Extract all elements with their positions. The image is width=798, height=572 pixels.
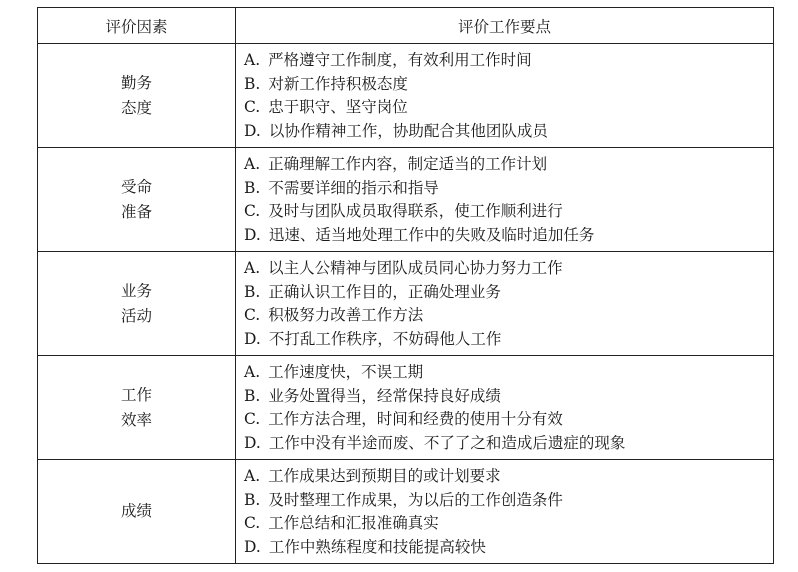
factor-label: 成绩 bbox=[120, 502, 152, 520]
factor-cell bbox=[38, 252, 236, 356]
factor-label: 准备 bbox=[120, 202, 152, 221]
point-text: 以协作精神工作，协助配合其他团队成员 bbox=[268, 121, 548, 140]
point-text: 不打乱工作秩序，不妨碍他人工作 bbox=[268, 329, 502, 348]
point-item bbox=[244, 120, 773, 144]
point-text: 工作中熟练程度和技能提高较快 bbox=[268, 537, 486, 556]
point-letter: C. bbox=[244, 202, 261, 220]
point-letter: A. bbox=[244, 259, 261, 277]
point-text: 工作中没有半途而废、不了了之和造成后遗症的现象 bbox=[268, 433, 626, 452]
point-item bbox=[244, 408, 773, 432]
point-item bbox=[244, 49, 773, 73]
factor-cell bbox=[38, 44, 236, 148]
point-letter: D. bbox=[244, 121, 261, 140]
factor-label: 态度 bbox=[120, 98, 152, 117]
table-row bbox=[38, 356, 774, 460]
point-item bbox=[244, 385, 773, 409]
point-item bbox=[244, 536, 773, 560]
header-points: 评价工作要点 bbox=[236, 8, 774, 44]
point-text: 及时整理工作成果，为以后的工作创造条件 bbox=[268, 490, 563, 509]
point-letter: B. bbox=[244, 386, 261, 405]
point-item bbox=[244, 328, 773, 352]
point-text: 正确理解工作内容，制定适当的工作计划 bbox=[268, 155, 548, 173]
point-letter: A. bbox=[244, 155, 261, 173]
point-letter: A. bbox=[244, 51, 261, 69]
point-letter: D. bbox=[244, 225, 261, 244]
point-letter: B. bbox=[244, 490, 261, 509]
factor-cell bbox=[38, 356, 236, 460]
points-cell bbox=[236, 148, 774, 252]
header-row bbox=[38, 8, 774, 44]
point-text: 业务处置得当，经常保持良好成绩 bbox=[268, 386, 501, 405]
factor-label: 业务 bbox=[120, 281, 152, 300]
table-row bbox=[38, 252, 774, 356]
point-letter: C. bbox=[244, 306, 261, 324]
point-item bbox=[244, 257, 773, 281]
point-letter: B. bbox=[244, 74, 261, 93]
point-letter: C. bbox=[244, 98, 261, 116]
point-letter: C. bbox=[244, 514, 261, 532]
point-text: 工作方法合理，时间和经费的使用十分有效 bbox=[268, 410, 563, 428]
point-item bbox=[244, 73, 773, 97]
point-item bbox=[244, 281, 773, 305]
point-letter: A. bbox=[244, 467, 261, 485]
table-row bbox=[38, 460, 774, 564]
point-text: 工作成果达到预期目的或计划要求 bbox=[268, 467, 501, 485]
point-item bbox=[244, 361, 773, 385]
point-text: 工作速度快，不误工期 bbox=[268, 363, 424, 381]
point-letter: B. bbox=[244, 178, 261, 197]
factor-cell bbox=[38, 148, 236, 252]
points-cell bbox=[236, 252, 774, 356]
header-factor: 评价因素 bbox=[38, 8, 236, 44]
point-letter: D. bbox=[244, 329, 261, 348]
point-text: 迅速、适当地处理工作中的失败及临时追加任务 bbox=[268, 225, 595, 244]
point-item bbox=[244, 200, 773, 224]
point-text: 对新工作持积极态度 bbox=[268, 74, 408, 93]
point-text: 积极努力改善工作方法 bbox=[268, 306, 424, 324]
point-text: 忠于职守、坚守岗位 bbox=[268, 98, 408, 116]
point-text: 及时与团队成员取得联系，使工作顺利进行 bbox=[268, 202, 563, 220]
points-cell bbox=[236, 44, 774, 148]
point-item bbox=[244, 96, 773, 120]
point-item bbox=[244, 432, 773, 456]
factor-label: 效率 bbox=[120, 410, 152, 429]
factor-label: 工作 bbox=[120, 385, 152, 404]
points-cell bbox=[236, 356, 774, 460]
point-item bbox=[244, 153, 773, 177]
factor-cell bbox=[38, 460, 236, 564]
point-text: 严格遵守工作制度，有效利用工作时间 bbox=[268, 51, 532, 69]
point-letter: D. bbox=[244, 433, 261, 452]
point-letter: D. bbox=[244, 537, 261, 556]
point-letter: A. bbox=[244, 363, 261, 381]
point-item bbox=[244, 489, 773, 513]
table-row bbox=[38, 44, 774, 148]
points-cell bbox=[236, 460, 774, 564]
factor-label: 活动 bbox=[120, 306, 152, 325]
point-text: 正确认识工作目的，正确处理业务 bbox=[268, 282, 501, 301]
point-text: 工作总结和汇报准确真实 bbox=[268, 514, 439, 532]
factor-label: 受命 bbox=[120, 177, 152, 196]
point-letter: C. bbox=[244, 410, 261, 428]
point-letter: B. bbox=[244, 282, 261, 301]
point-text: 以主人公精神与团队成员同心协力努力工作 bbox=[268, 259, 563, 277]
point-item bbox=[244, 304, 773, 328]
point-item bbox=[244, 465, 773, 489]
point-text: 不需要详细的指示和指导 bbox=[268, 178, 439, 197]
point-item bbox=[244, 177, 773, 201]
point-item bbox=[244, 224, 773, 248]
evaluation-table bbox=[37, 7, 774, 564]
table-row bbox=[38, 148, 774, 252]
point-item bbox=[244, 512, 773, 536]
table-body bbox=[38, 44, 774, 564]
factor-label: 勤务 bbox=[120, 73, 152, 92]
